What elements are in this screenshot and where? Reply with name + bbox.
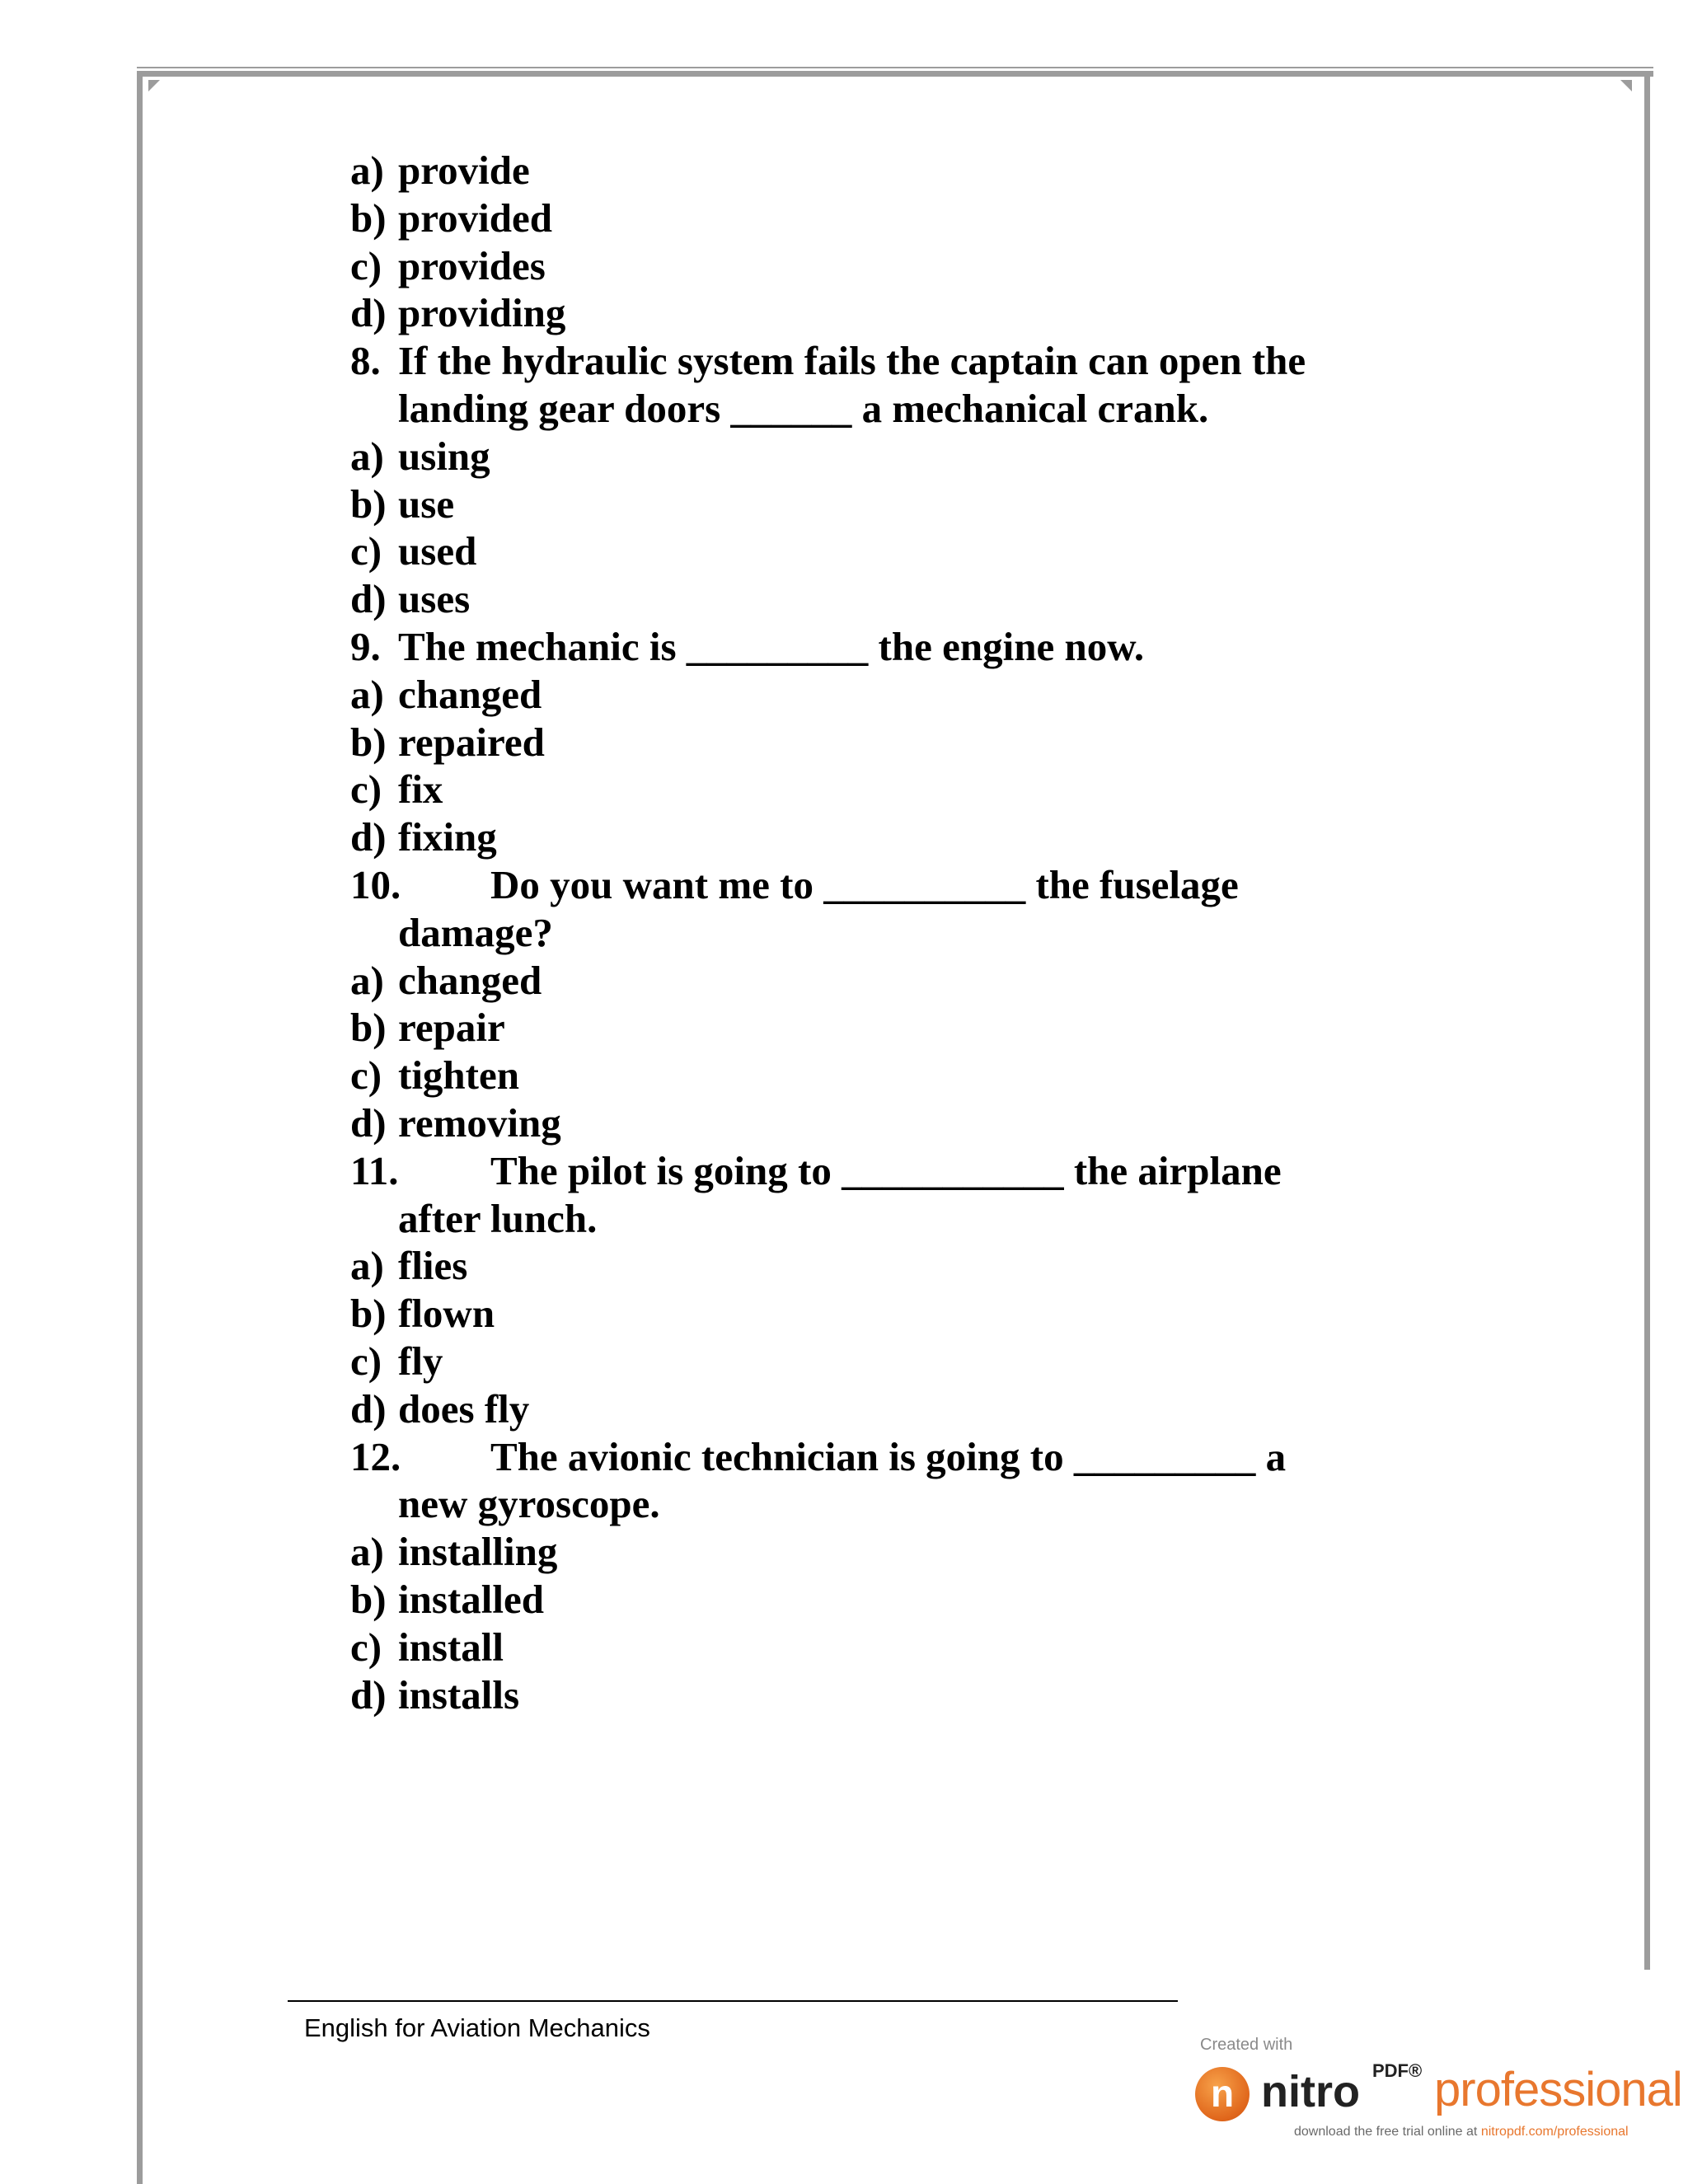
question-list <box>350 147 1364 1718</box>
answer-option: d) providing <box>350 290 566 336</box>
page-frame-top <box>137 71 1653 77</box>
answer-option: d) removing <box>350 1099 561 1146</box>
answer-option: c) fix <box>350 766 443 813</box>
answer-option: c) install <box>350 1624 504 1670</box>
footer-title: English for Aviation Mechanics <box>304 2013 650 2042</box>
answer-option: d) installs <box>350 1671 520 1718</box>
answer-option: d) fixing <box>350 814 497 860</box>
answer-option: c) fly <box>350 1338 443 1384</box>
answer-option: a) flies <box>350 1243 468 1289</box>
created-with-label: Created with <box>1200 2036 1293 2054</box>
answer-option: a) installing <box>350 1529 558 1575</box>
question-8: 8. If the hydraulic system fails the captain can open the <box>350 338 1306 384</box>
frame-corner-top-left <box>148 80 160 91</box>
question-11: 11. The pilot is going to ___________ the airplane <box>350 1147 1282 1193</box>
answer-option: a) provide <box>350 148 530 193</box>
page-frame-top-outer <box>137 67 1653 68</box>
nitro-download-link[interactable]: download the free trial online at nitropdf.com/professional <box>1294 2125 1629 2139</box>
answer-option: b) provided <box>350 194 552 241</box>
question-10: 10. Do you want me to __________ the fuselage <box>350 861 1239 907</box>
question-10-continued: damage? <box>398 909 553 955</box>
nitro-brand: nitro <box>1261 2067 1360 2116</box>
question-12-continued: new gyroscope. <box>398 1481 660 1527</box>
answer-option: d) uses <box>350 576 471 622</box>
answer-option: a) using <box>350 433 490 479</box>
answer-option: b) repair <box>350 1005 505 1051</box>
page-frame-right <box>1644 71 1650 1970</box>
nitro-logo-icon <box>1195 2067 1250 2121</box>
nitro-pdf-superscript: PDF® <box>1372 2060 1423 2081</box>
answer-option: c) provides <box>350 242 546 288</box>
footer-rule <box>288 2000 1178 2002</box>
logo-letter: n <box>1210 2072 1235 2115</box>
page-frame-left <box>137 71 143 2184</box>
answer-option: a) changed <box>350 671 542 717</box>
answer-option: b) installed <box>350 1576 544 1622</box>
frame-corner-top-right <box>1620 80 1632 91</box>
frame-dot <box>1637 71 1643 77</box>
nitro-product: professional <box>1434 2063 1682 2116</box>
answer-option: b) repaired <box>350 719 545 765</box>
answer-option: a) changed <box>350 957 542 1003</box>
answer-option: b) use <box>350 480 455 527</box>
question-9: 9. The mechanic is _________ the engine now. <box>350 623 1145 669</box>
nitro-watermark <box>1195 2036 1682 2139</box>
answer-option: b) flown <box>350 1291 495 1337</box>
question-11-continued: after lunch. <box>398 1195 598 1241</box>
answer-option: c) tighten <box>350 1052 519 1099</box>
answer-option: d) does fly <box>350 1385 530 1432</box>
question-8-continued: landing gear doors ______ a mechanical crank. <box>398 385 1209 431</box>
answer-option: c) used <box>350 528 477 574</box>
question-12: 12. The avionic technician is going to _________ a <box>350 1433 1287 1479</box>
